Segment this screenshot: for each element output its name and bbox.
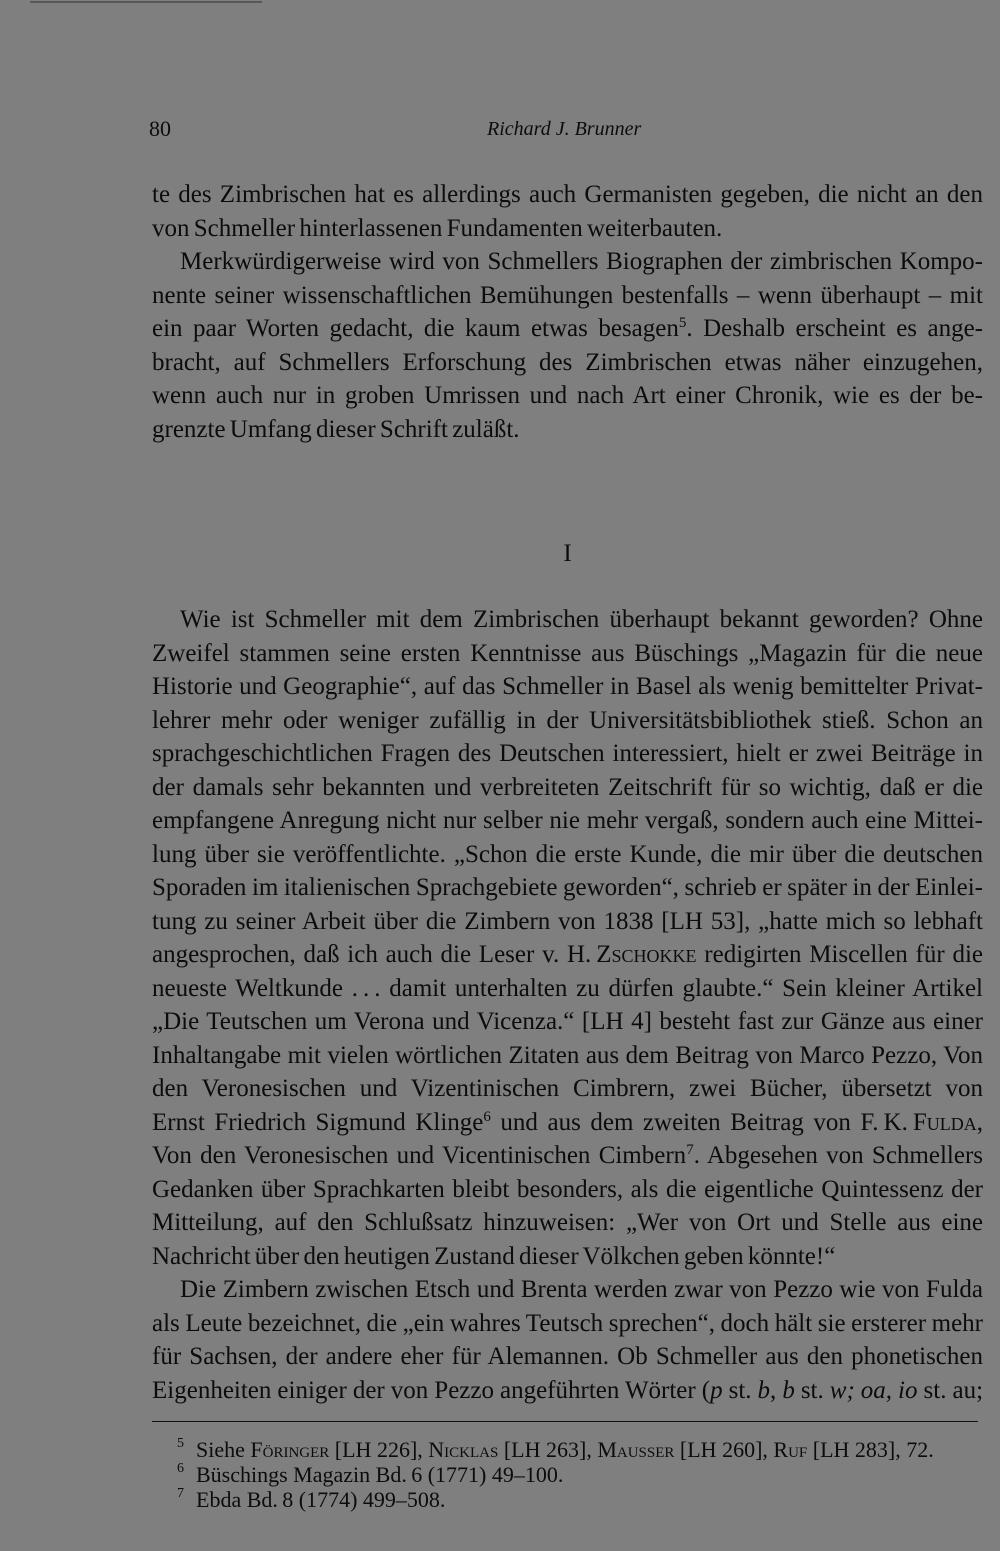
text-line (152, 312, 983, 346)
text-line: Die Zimbern zwischen Etsch und Brenta werden zwar von Pezzo wie von Fulda (180, 1276, 983, 1303)
text-segment: , (770, 1376, 783, 1404)
text-line: empfangene Anregung nicht nur selber nie mehr vergaß, sondern auch eine Mittei- (152, 807, 983, 834)
scan-edge-mark (30, 1, 262, 3)
text-line: für Sachsen, der andere eher für Alemannen. Ob Schmeller aus den phonetischen (152, 1343, 983, 1370)
text-line: grenzte Umfang dieser Schrift zuläßt. (152, 415, 520, 443)
footnotes (152, 1437, 983, 1512)
text-line: Zweifel stammen seine ersten Kenntnisse aus Büschings „Magazin für die neue (152, 639, 983, 667)
text-block-top (152, 178, 983, 446)
text-segment: st. (722, 1376, 758, 1404)
text-line: Wie ist Schmeller mit dem Zimbrischen überhaupt bekannt geworden? Ohne (180, 606, 983, 633)
text-line (152, 1374, 983, 1408)
paragraph (152, 245, 983, 446)
section-heading: I (563, 540, 572, 567)
footnote-text: Büschings Magazin Bd. 6 (1771) 49–100. (196, 1462, 564, 1487)
text-line: sprachgeschichtlichen Fragen des Deutschen interessiert, hielt er zwei Beiträge in (152, 740, 983, 767)
small-caps-name: Ruf (773, 1437, 808, 1462)
footnote-text: Ebda Bd. 8 (1774) 499–508. (196, 1487, 446, 1512)
italic-text: p (710, 1376, 723, 1404)
page-number: 80 (149, 116, 171, 141)
text-line: als Leute bezeichnet, die „ein wahres Teutsch sprechen“, doch hält sie ersterer mehr (152, 1309, 983, 1337)
paragraph (152, 1273, 983, 1407)
text-line: bracht, auf Schmellers Erforschung des Zimbrischen etwas näher einzugehen, (152, 348, 983, 376)
text-line: der damals sehr bekannten und verbreiteten Zeitschrift für so wichtig, daß er die (152, 773, 983, 801)
text-line: „Die Teutschen um Verona und Vicenza.“ [LH 4] besteht fast zur Gänze aus einer (152, 1008, 983, 1035)
text-line: neueste Weltkunde . . . damit unterhalten zu dürfen glaubte.“ Sein kleiner Artikel (152, 974, 983, 1002)
text-segment: Ernst Friedrich Sigmund Klinge (152, 1108, 484, 1136)
text-line: Inhaltangabe mit vielen wörtlichen Zitaten aus dem Beitrag von Marco Pezzo, Von (152, 1041, 983, 1069)
text-line (152, 1106, 983, 1140)
italic-text: b (757, 1376, 771, 1404)
text-line: Nachricht über den heutigen Zustand dieser Völkchen geben könnte!“ (152, 1242, 836, 1270)
text-line (152, 938, 983, 972)
text-line: Merkwürdigerweise wird von Schmellers Biographen der zimbrischen Kompo- (180, 248, 983, 275)
small-caps-name: Mausser (597, 1437, 675, 1462)
footnote-ref: 7 (686, 1142, 694, 1158)
text-line: lehrer mehr oder weniger zufällig in der Universitätsbibliothek stieß. Schon an (152, 706, 983, 734)
text-line: lung über sie veröffentlichte. „Schon die erste Kunde, die mir über die deutschen (152, 840, 983, 868)
text-segment: Siehe (196, 1437, 251, 1462)
footnote (152, 1462, 983, 1487)
text-segment: . Deshalb erscheint es ange- (686, 315, 984, 342)
footnote-rule (152, 1421, 978, 1422)
text-line: Mitteilung, auf den Schlußsatz hinzuweisen: „Wer von Ort und Stelle aus eine (152, 1209, 983, 1236)
text-segment: redigirten Miscellen für die (696, 941, 983, 968)
text-segment: [LH 226], (329, 1437, 429, 1462)
text-segment: und aus dem zweiten Beitrag von F. K. (490, 1108, 913, 1136)
italic-text: w; oa, io (829, 1376, 918, 1404)
text-segment: , (976, 1108, 984, 1136)
footnote-number: 6 (177, 1461, 184, 1476)
text-line (152, 1139, 983, 1173)
running-title: Richard J. Brunner (487, 118, 642, 140)
small-caps-name: Fulda (912, 1108, 977, 1136)
text-segment: [LH 283], 72. (807, 1437, 934, 1462)
text-line: von Schmeller hinterlassenen Fundamenten weiterbauten. (152, 214, 723, 242)
paragraph-continued (152, 178, 983, 245)
paragraph (152, 603, 983, 1273)
footnote-ref: 5 (678, 315, 687, 331)
small-caps-name: Föringer (250, 1437, 330, 1462)
text-segment: st. (794, 1376, 830, 1404)
text-segment: [LH 260], (674, 1437, 774, 1462)
text-segment: [LH 263], (498, 1437, 598, 1462)
text-segment: st. au; (917, 1376, 984, 1404)
text-block-main (152, 603, 983, 1407)
small-caps-name: Zschokke (596, 941, 697, 968)
text-line: Sporaden im italienischen Sprachgebiete geworden“, schrieb er später in der Einlei- (152, 874, 983, 901)
small-caps-name: Nicklas (428, 1437, 499, 1462)
footnote (152, 1437, 983, 1462)
text-segment: angesprochen, daß ich auch die Leser v. H. (152, 941, 597, 968)
text-line: Historie und Geographie“, auf das Schmeller in Basel als wenig bemittelter Privat- (152, 673, 983, 700)
text-segment: Eigenheiten einiger der von Pezzo angeführten Wörter ( (152, 1376, 711, 1404)
text-line: Gedanken über Sprachkarten bleibt besonders, als die eigentliche Quintessenz der (152, 1175, 983, 1203)
footnote (152, 1487, 983, 1512)
text-segment: Von den Veronesischen und Vicentinischen Cimbern (152, 1142, 687, 1169)
text-line: den Veronesischen und Vizentinischen Cimbrern, zwei Bücher, übersetzt von (152, 1075, 983, 1102)
text-line: nente seiner wissenschaftlichen Bemühungen bestenfalls – wenn überhaupt – mit (152, 281, 983, 309)
italic-text: b (782, 1376, 795, 1404)
text-line: tung zu seiner Arbeit über die Zimbern von 1838 [LH 53], „hatte mich so lebhaft (152, 907, 983, 935)
text-line: te des Zimbrischen hat es allerdings auch Germanisten gegeben, die nicht an den (152, 181, 983, 208)
text-segment: ein paar Worten gedacht, die kaum etwas besagen (152, 315, 679, 342)
text-segment: . Abgesehen von Schmellers (693, 1142, 984, 1169)
footnote-number: 5 (177, 1436, 184, 1451)
footnote-number: 7 (177, 1486, 184, 1501)
footnote-ref: 6 (483, 1108, 491, 1125)
text-line: wenn auch nur in groben Umrissen und nach Art einer Chronik, wie es der be- (152, 382, 983, 409)
